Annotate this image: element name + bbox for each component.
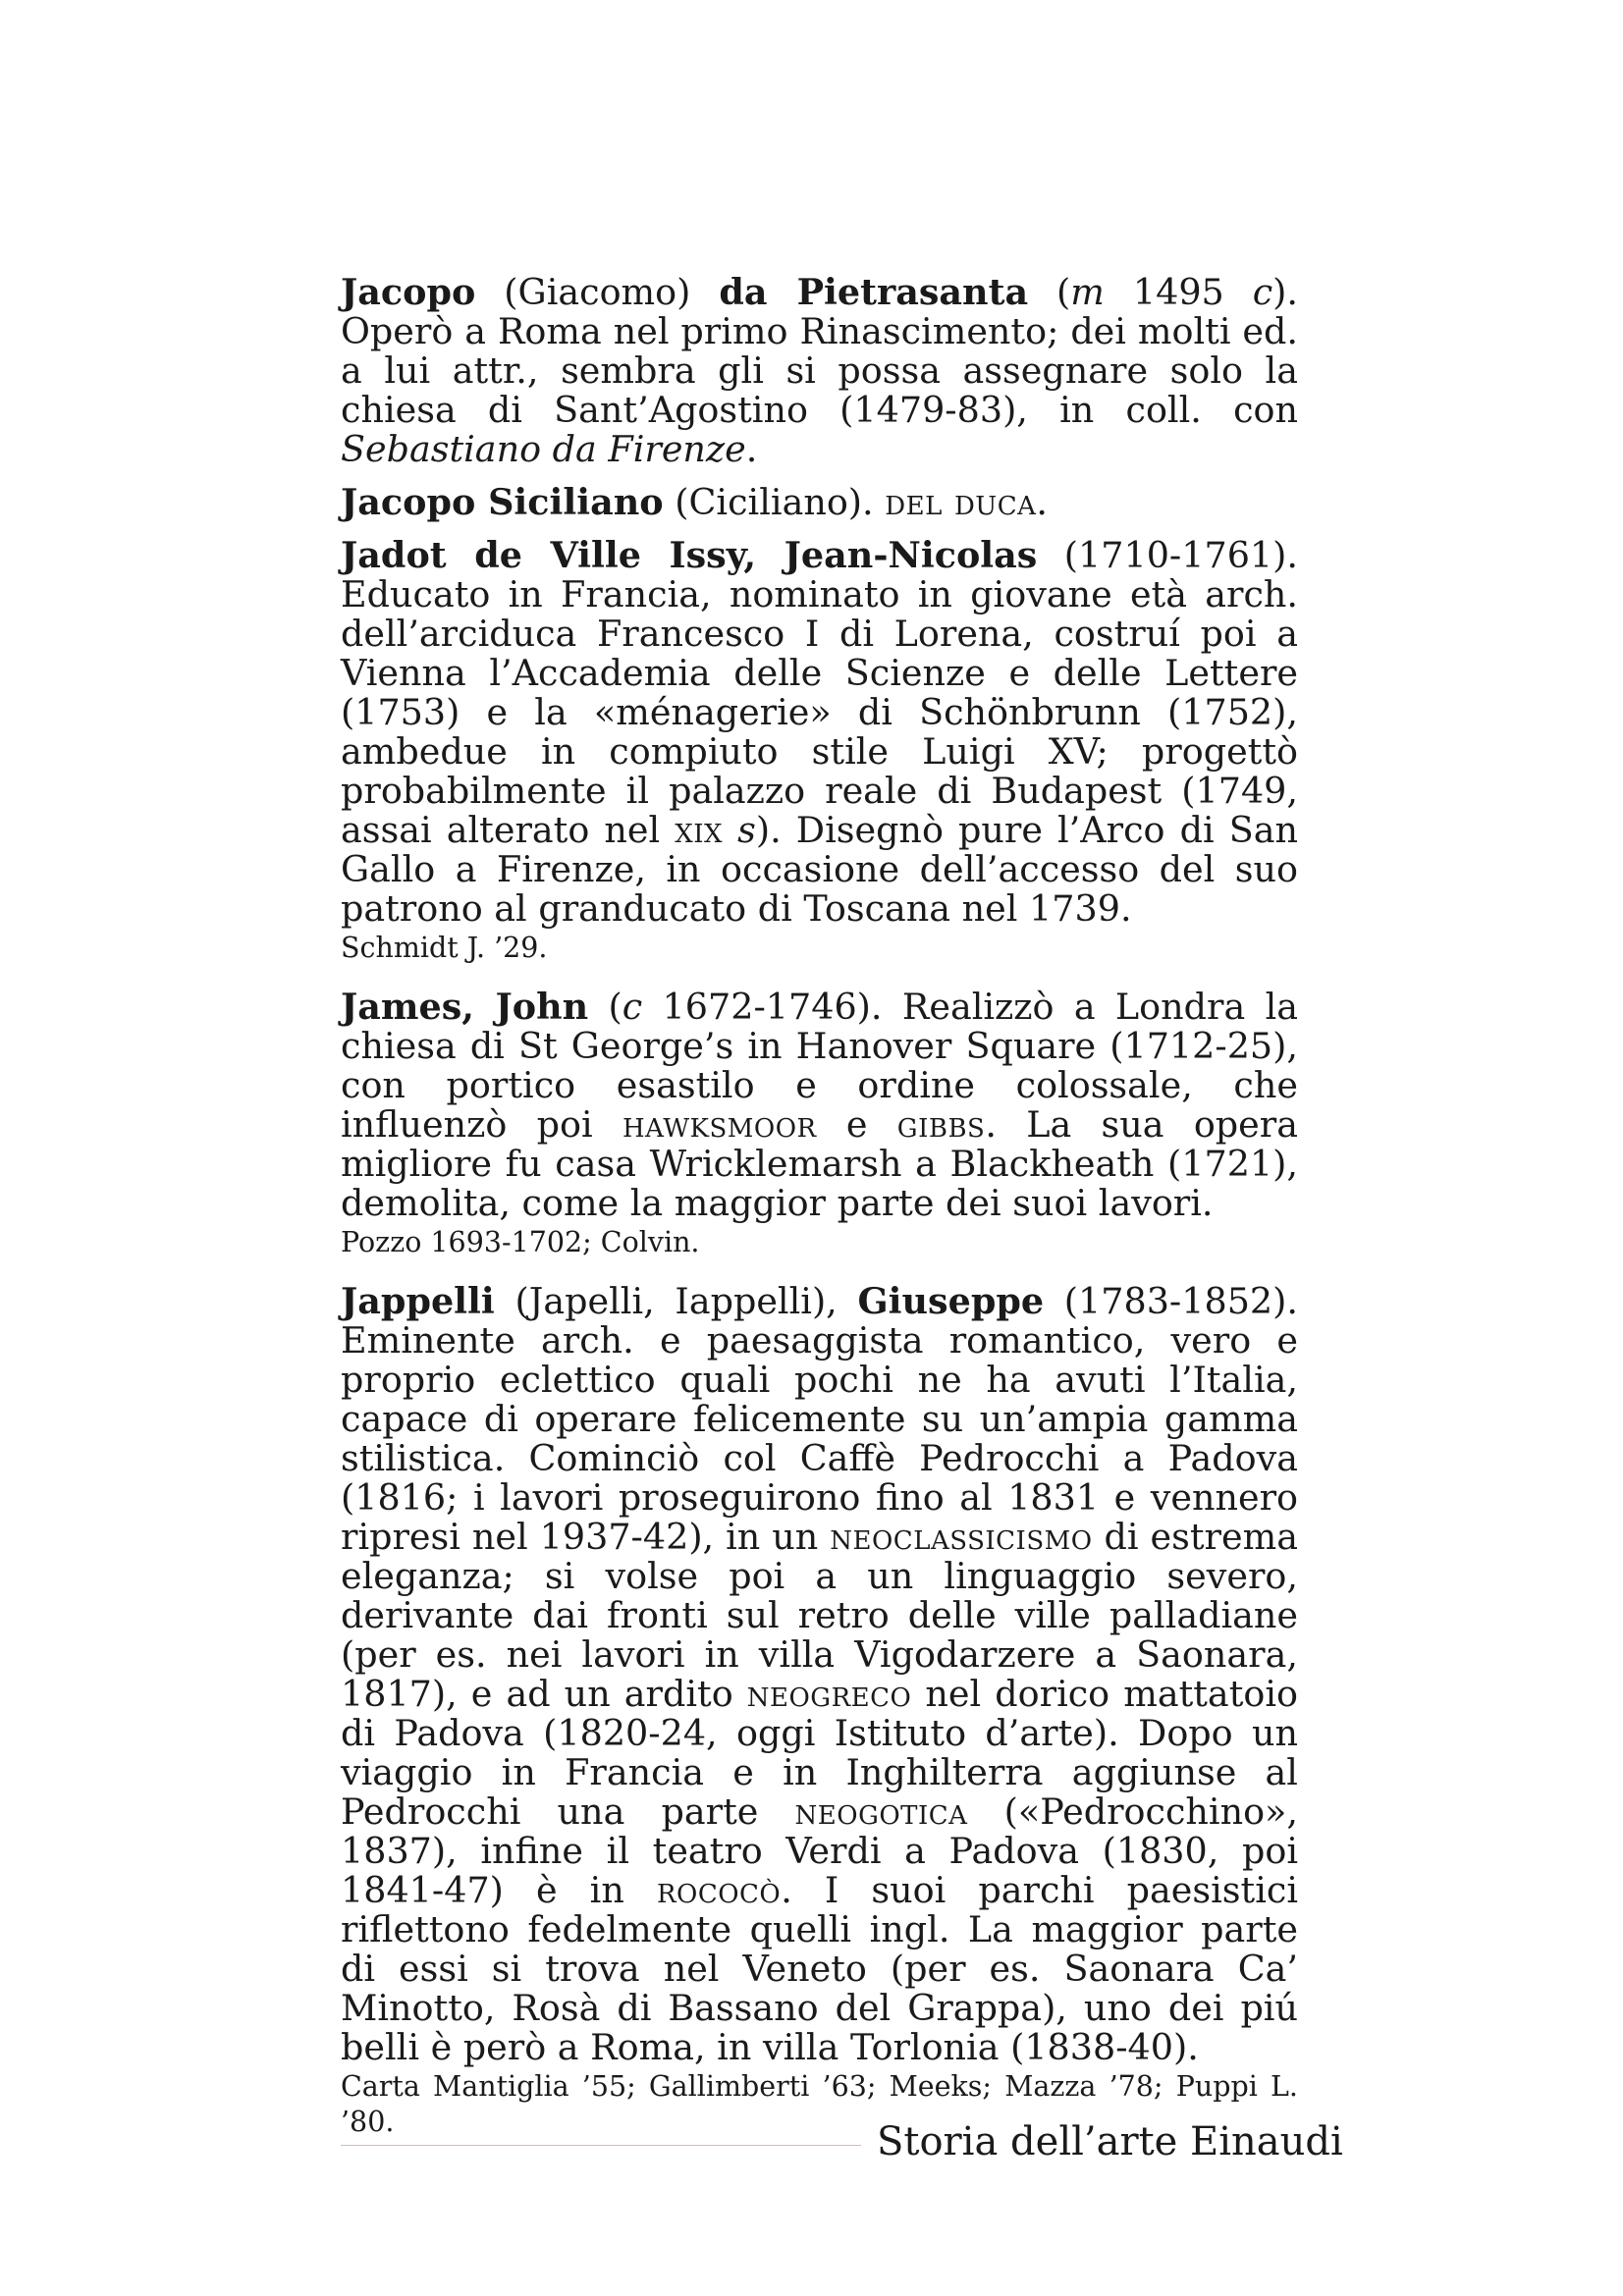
cross-reference: gibbs bbox=[896, 1103, 986, 1146]
entry-headword: Giuseppe bbox=[857, 1280, 1045, 1322]
cross-reference: rococò bbox=[656, 1869, 782, 1911]
entry-headword: Jadot de Ville Issy, Jean-Nicolas bbox=[341, 534, 1038, 576]
bibliography: Schmidt J. ’29. bbox=[341, 932, 548, 964]
entry-headword: Jappelli bbox=[341, 1280, 495, 1322]
cross-reference: neoclassicismo bbox=[830, 1516, 1093, 1558]
entry-text: Jacopo Siciliano (Ciciliano). del duca. bbox=[341, 481, 1048, 523]
entry-text: Jappelli (Japelli, Iappelli), Giuseppe (1783-1852). Eminente arch. e paesaggista romantico, vero e proprio eclettico quali pochi ne ha avuti l’Italia, capace di operare felicemente su un’ampia gamma stilistica. Cominciò col Caffè Pedrocchi a Padova (1816; i lavori proseguirono fino al 1831 e vennero ripresi nel 1937-42), in un neoclassicismo di estrema eleganza; si volse poi a un linguaggio severo, derivante dai fronti sul retro delle ville palladiane (per es. nei lavori in villa Vigodarzere a Saonara, 1817), e ad un ardito neogreco nel dorico mattatoio di Padova (1820-24, oggi Istituto d’arte). Dopo un viaggio in Francia e in Inghilterra aggiunse al Pedrocchi una parte neogotica («Pedrocchino», 1837), infine il teatro Verdi a Padova (1830, poi 1841-47) è in rococò. I suoi parchi paesistici riflettono fedelmente quelli ingl. La maggior parte di essi si trova nel Veneto (per es. Saonara Ca’ Minotto, Rosà di Bassano del Grappa), uno dei piú belli è però a Roma, in villa Torlonia (1838-40). bbox=[341, 1280, 1298, 2068]
entry-headword: Jacopo bbox=[341, 271, 476, 313]
bibliography: Carta Mantiglia ’55; Gallimberti ’63; Meeks; Mazza ’78; Puppi L. ’80. bbox=[341, 2070, 1298, 2138]
cross-reference: del duca bbox=[885, 481, 1037, 523]
entry-headword: Jacopo Siciliano bbox=[341, 481, 664, 523]
footer-title: Storia dell’arte Einaudi bbox=[877, 2119, 1343, 2164]
entry-jadot bbox=[341, 536, 1298, 966]
entry-james-john bbox=[341, 988, 1298, 1260]
cross-reference: neogotica bbox=[794, 1790, 968, 1833]
cross-reference: neogreco bbox=[746, 1673, 912, 1715]
entry-jappelli bbox=[341, 1282, 1298, 2140]
entry-text: Jadot de Ville Issy, Jean-Nicolas (1710-1761). Educato in Francia, nominato in giovane età arch. dell’arciduca Francesco I di Lorena, costruí poi a Vienna l’Accademia delle Scienze e delle Lettere (1753) e la «ménagerie» di Schönbrunn (1752), ambedue in compiuto stile Luigi XV; progettò probabilmente il palazzo reale di Budapest (1749, assai alterato nel xix s). Disegnò pure l’Arco di San Gallo a Firenze, in occasione dell’accesso del suo patrono al granducato di Toscana nel 1739. bbox=[341, 534, 1298, 930]
cross-reference: hawksmoor bbox=[622, 1103, 817, 1146]
entry-jacopo-siciliano bbox=[341, 483, 1298, 522]
entry-jacopo-da-pietrasanta bbox=[341, 273, 1298, 469]
entry-text: James, John (c 1672-1746). Realizzò a Londra la chiesa di St George’s in Hanover Square (1712-25), con portico esastilo e ordine colossale, che influenzò poi hawksmoor e gibbs. La sua opera migliore fu casa Wricklemarsh a Blackheath (1721), demolita, come la maggior parte dei suoi lavori. bbox=[341, 986, 1299, 1224]
footer-divider bbox=[341, 2145, 861, 2146]
page-body bbox=[341, 273, 1298, 2162]
entry-headword: da Pietrasanta bbox=[719, 271, 1029, 313]
bibliography: Pozzo 1693-1702; Colvin. bbox=[341, 1226, 700, 1258]
cross-reference: Sebastiano da Firenze bbox=[341, 428, 746, 470]
entry-headword: James, John bbox=[341, 986, 589, 1028]
entry-text: Jacopo (Giacomo) da Pietrasanta (m 1495 c). Operò a Roma nel primo Rinascimento; dei molti ed. a lui attr., sembra gli si possa assegnare solo la chiesa di Sant’Agostino (1479-83), in coll. con Sebastiano da Firenze. bbox=[341, 271, 1299, 470]
